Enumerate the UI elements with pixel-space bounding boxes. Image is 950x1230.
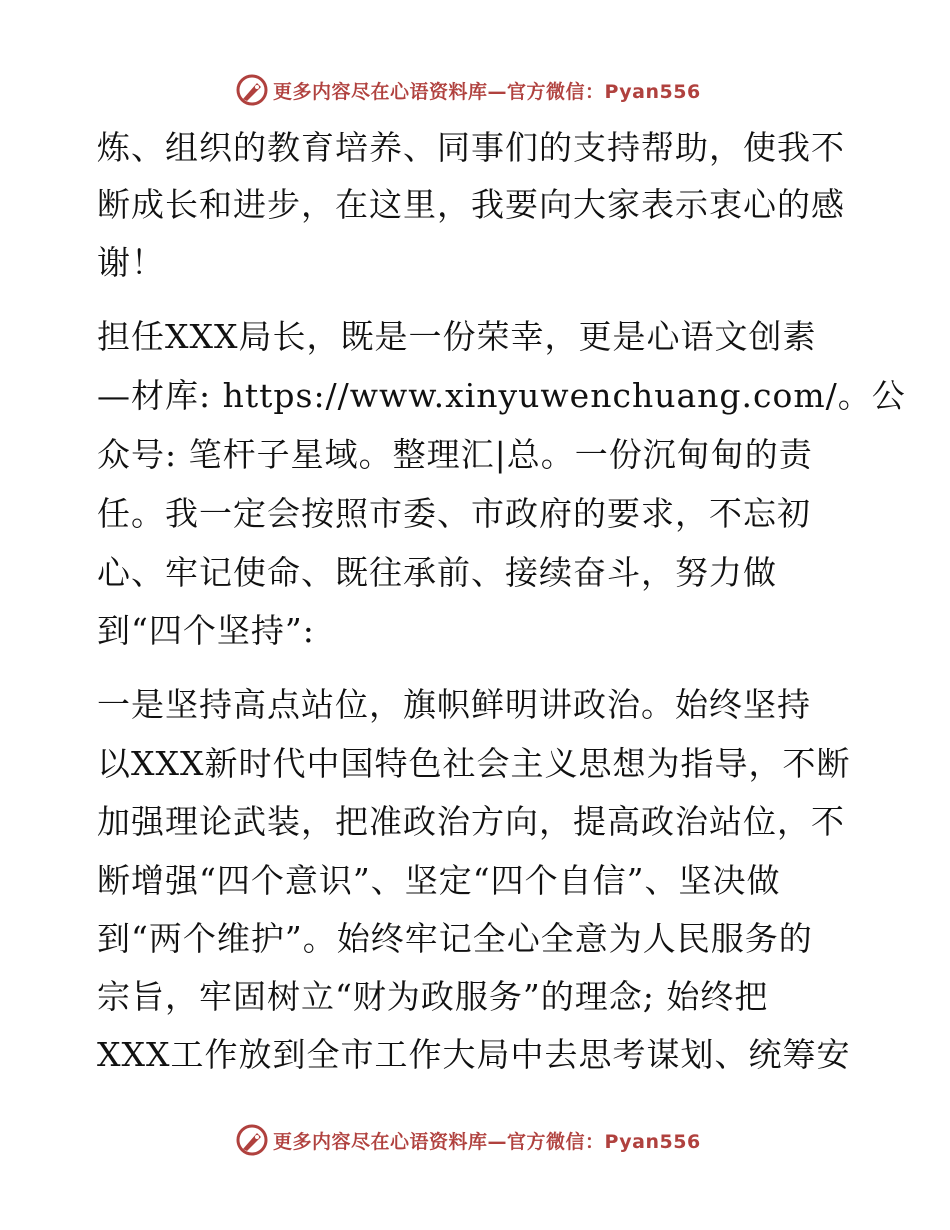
text-line: 加强理论武装，把准政治方向，提高政治站位，不: [97, 802, 845, 841]
header-wechat-text: 官方微信：Pyan556: [507, 80, 701, 103]
text-line: 一是坚持高点站位，旗帜鲜明讲政治。始终坚持: [97, 685, 811, 724]
text-line: 担任XXX局长，既是一份荣幸，更是心语文创素: [97, 317, 817, 356]
text-line: 任。我一定会按照市委、市政府的要求，不忘初: [97, 494, 811, 533]
text-line: 宗旨，牢固树立“财为政服务”的理念; 始终把: [97, 977, 769, 1016]
header-banner: [235, 72, 701, 108]
footer-wechat-text: 官方微信：Pyan556: [507, 1130, 701, 1153]
pen-logo-icon: [235, 73, 269, 107]
footer-banner-text: 更多内容尽在心语资料库—: [273, 1130, 508, 1153]
text-line: 谢！: [97, 243, 165, 282]
text-line: 以XXX新时代中国特色社会主义思想为指导，不断: [97, 744, 851, 783]
text-line: 众号: 笔杆子星域。整理汇|总。一份沉甸甸的责: [97, 435, 813, 474]
pen-logo-icon: [235, 1123, 269, 1157]
text-line: 炼、组织的教育培养、同事们的支持帮助，使我不: [97, 128, 845, 167]
text-line: 到“两个维护”。始终牢记全心全意为人民服务的: [97, 919, 813, 958]
text-line: XXX工作放到全市工作大局中去思考谋划、统筹安: [97, 1035, 851, 1074]
text-line: 到“四个坚持”:: [97, 611, 315, 650]
text-line: 心、牢记使命、既往承前、接续奋斗，努力做: [97, 553, 777, 592]
header-banner-text: 更多内容尽在心语资料库—: [273, 80, 508, 103]
footer-banner: [235, 1122, 701, 1158]
text-line: —材库: https://www.xinyuwenchuang.com/。公: [97, 376, 906, 415]
text-line: 断成长和进步，在这里，我要向大家表示衷心的感: [97, 185, 845, 224]
text-line: 断增强“四个意识”、坚定“四个自信”、坚决做: [97, 861, 781, 900]
